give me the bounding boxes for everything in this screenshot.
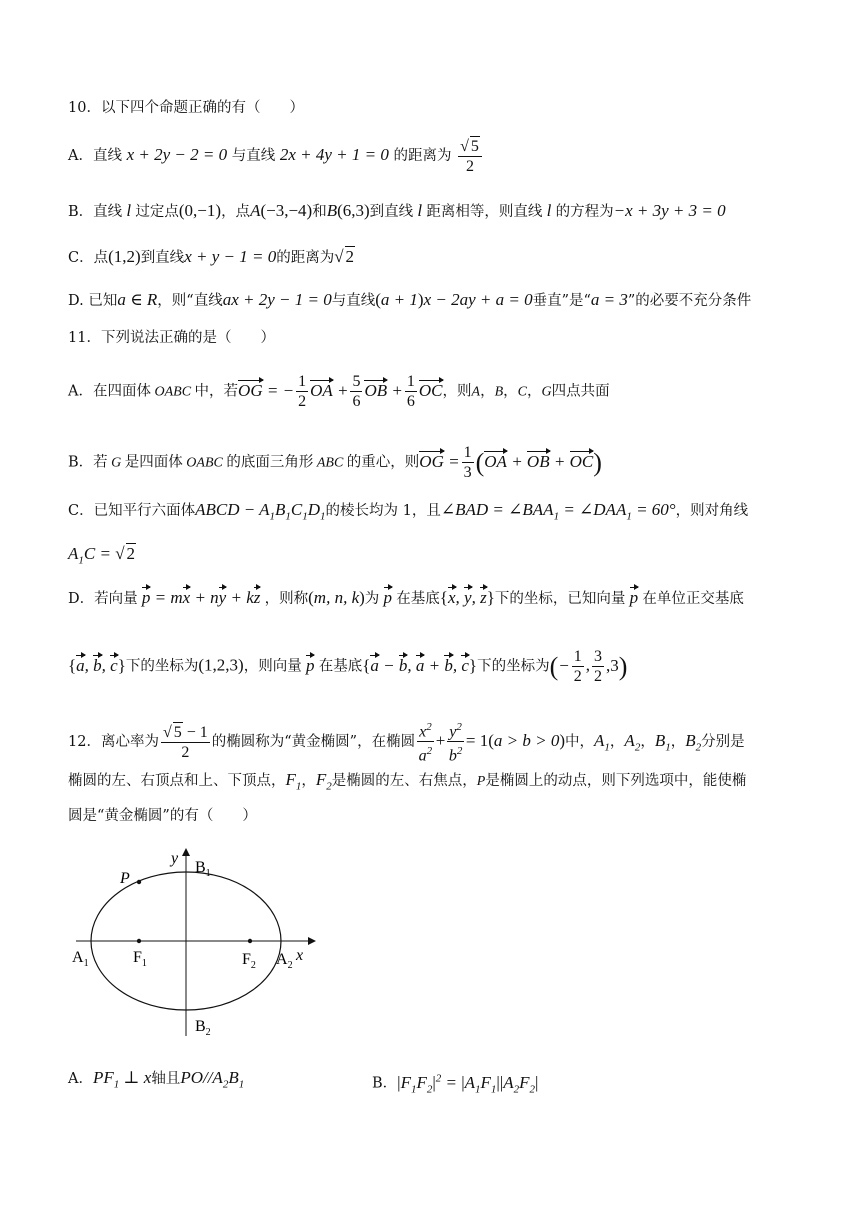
label-a2: $A_2$ <box>276 951 293 971</box>
q12-option-b: B．$|F_1F_2|^2 = |A_1F_1||A_2F_2|$ <box>372 1072 539 1096</box>
label-b2: $B_2$ <box>195 1018 211 1038</box>
q12-stem-line3: 圆是“黄金椭圆”的有（ ） <box>68 808 257 824</box>
q12-stem: 12．离心率为 $\frac{√ 5 - 1}{2}$ 的椭圆称为“黄金椭圆”，在椭圆 $\frac{x^2}{a^2}$ + $\frac{y^2}{b^2}$ = 1(a > b > 0)中，$A_1$，$A_2$，$B_1$，$B_2$分别是 <box>68 718 745 766</box>
label-f2: $F_2$ <box>242 951 256 971</box>
label-y: y <box>171 850 179 867</box>
q10-stem: 10．以下四个命题正确的有（ ） <box>68 100 304 116</box>
q11-option-c: C．已知平行六面体ABCD − $A_1B_1C_1D_1$的棱长均为 1，且∠BAD = $\angle BAA_1$ = $\angle DAA_1 = 60^\circ$，则对角线 <box>68 500 749 523</box>
ellipse-figure <box>66 846 326 1046</box>
label-f1: $F_1$ <box>133 949 147 969</box>
label-p: P <box>120 870 130 887</box>
q11-option-d: D．若向量 p = mx + ny + kz ，则称(m, n, k)为 p 在基底{x, y, z}下的坐标，已知向量 p 在单位正交基底 <box>68 588 744 607</box>
q10-option-a: A．直线 x + 2y − 2 = 0 与直线 2x + 4y + 1 = 0 的距离为 $\frac{√ 5}{2}$ <box>68 136 484 176</box>
q11-option-b: B．若 G 是四面体 OABC 的底面三角形 ABC 的重心，则OG = $\frac{1}{3}$ (OA + OB + OC) <box>68 444 602 481</box>
q10-option-b: B．直线 l 过定点(0,−1)，点A(−3,−4)和B(6,3)到直线 l 距离相等，则直线 l 的方程为−x + 3y + 3 = 0 <box>68 201 726 220</box>
q10-option-c: C．点(1,2)到直线x + y − 1 = 0的距离为√ 2 <box>68 247 355 266</box>
point-p <box>137 880 141 884</box>
focus-f2 <box>248 939 252 943</box>
label-a1: $A_1$ <box>72 949 89 969</box>
q11-option-a: A．在四面体 OABC 中，若OG = − $\frac{1}{2}$ OA + $\frac{5}{6}$ OB + $\frac{1}{6}$ OC，则A，B，C，G四点共面 <box>68 373 610 410</box>
q12-stem-line2: 椭圆的左、右顶点和上、下顶点，$F_1$，$F_2$是椭圆的左、右焦点，P是椭圆上的动点，则下列选项中，能使椭 <box>68 770 747 793</box>
focus-f1 <box>137 939 141 943</box>
q12-option-a: A．$PF_1$ ⊥ x轴且$PO//A_2B_1$ <box>68 1068 245 1091</box>
q10-option-d: D. 已知a ∈ R，则“直线ax + 2y − 1 = 0与直线(a + 1)x − 2ay + a = 0垂直”是“a = 3”的必要不充分条件 <box>68 290 752 309</box>
q11-stem: 11．下列说法正确的是（ ） <box>68 330 275 346</box>
label-x: x <box>296 947 304 964</box>
q11-option-c-cont: $A_1C$ = √ 2 <box>68 544 136 567</box>
q11-option-d-cont: {a, b, c}下的坐标为(1,2,3)，则向量 p 在基底{a − b, a + b, c}下的坐标为(− $\frac{1}{2}$ , $\frac{3}{2}$ ,3) <box>68 648 628 685</box>
label-b1: $B_1$ <box>195 859 211 879</box>
